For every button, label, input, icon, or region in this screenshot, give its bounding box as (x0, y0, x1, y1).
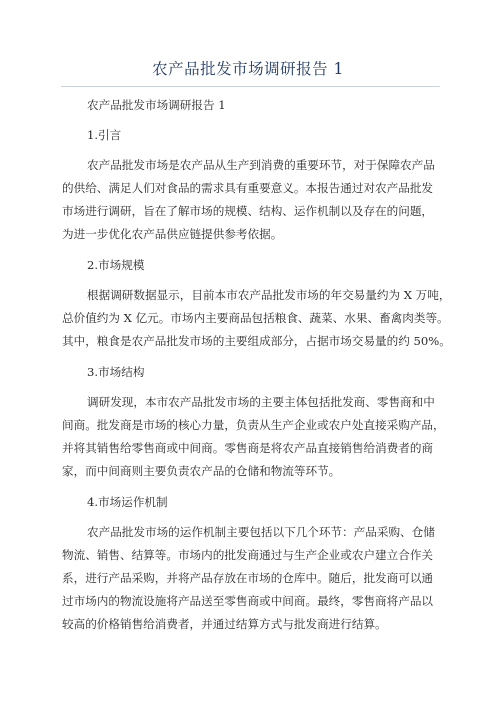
paragraph-line: 总价值约为 X 亿元。市场内主要商品包括粮食、蔬菜、水果、畜禽肉类等。 (62, 311, 449, 325)
paragraph-line: 根据调研数据显示，目前本市农产品批发市场的年交易量约为 X 万吨， (87, 288, 451, 302)
section-heading-intro: 1.引言 (87, 128, 122, 142)
document-title: 农产品批发市场调研报告 1 (152, 60, 344, 78)
paragraph-line: 家，而中间商则主要负责农产品的仓储和物流等环节。 (62, 464, 341, 478)
paragraph-line: 过市场内的物流设施将产品送至零售商或中间商。最终，零售商将产品以 (62, 594, 434, 608)
document-subtitle: 农产品批发市场调研报告 1 (87, 98, 226, 112)
section-heading-mechanism: 4.市场运作机制 (87, 495, 168, 509)
paragraph-line: 为进一步优化农产品供应链提供参考依据。 (62, 227, 283, 241)
paragraph-line: 的供给、满足人们对食品的需求具有重要意义。本报告通过对农产品批发 (62, 181, 434, 195)
paragraph-line: 其中，粮食是农产品批发市场的主要组成部分，占据市场交易量的约 50%。 (62, 334, 451, 348)
paragraph-line: 农产品批发市场的运作机制主要包括以下几个环节：产品采购、仓储 (87, 525, 435, 539)
section-heading-scale: 2.市场规模 (87, 258, 145, 272)
paragraph-line: 系，进行产品采购，并将产品存放在市场的仓库中。随后，批发商可以通 (62, 571, 434, 585)
paragraph-line: 调研发现，本市农产品批发市场的主要主体包括批发商、零售商和中 (87, 395, 435, 409)
paragraph-line: 农产品批发市场是农产品从生产到消费的重要环节，对于保障农产品 (87, 158, 435, 172)
paragraph-line: 物流、销售、结算等。市场内的批发商通过与生产企业或农户建立合作关 (62, 548, 434, 562)
paragraph-line: 较高的价格销售给消费者，并通过结算方式与批发商进行结算。 (62, 617, 387, 631)
paragraph-line: 并将其销售给零售商或中间商。零售商是将农产品直接销售给消费者的商 (62, 441, 434, 455)
title-underline (61, 86, 440, 87)
section-heading-structure: 3.市场结构 (87, 365, 145, 379)
paragraph-line: 间商。批发商是市场的核心力量，负责从生产企业或农户处直接采购产品， (62, 418, 445, 432)
paragraph-line: 市场进行调研，旨在了解市场的规模、结构、运作机制以及存在的问题， (62, 204, 434, 218)
